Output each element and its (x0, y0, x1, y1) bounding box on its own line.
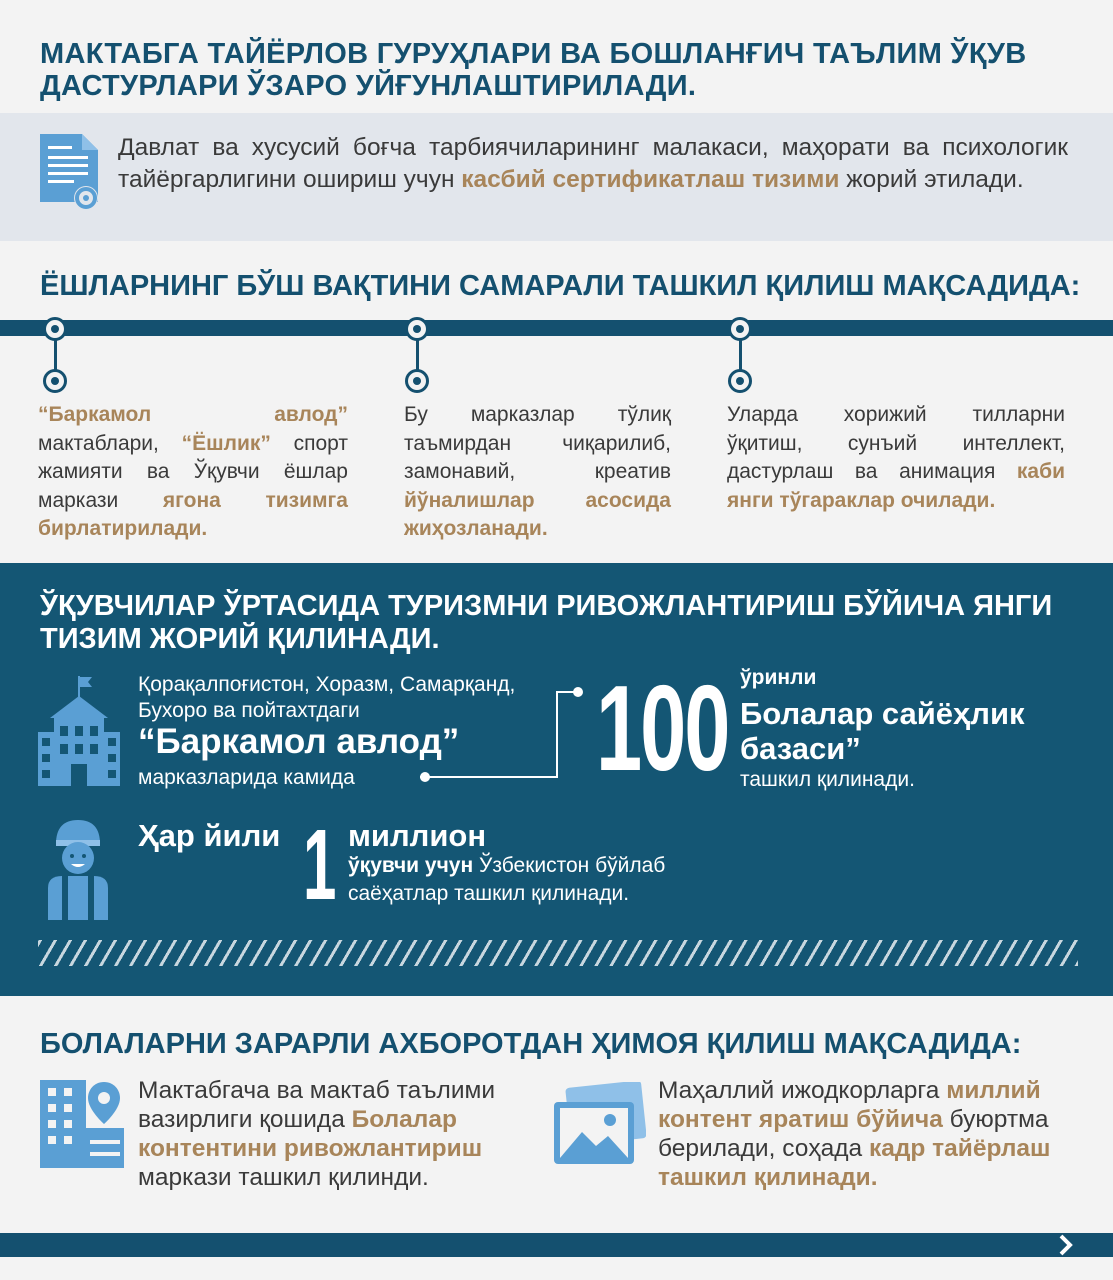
places-label: ўринли (740, 666, 817, 689)
page-title: МАКТАБГА ТАЙЁРЛОВ ГУРУҲЛАРИ ВА БОШЛАНҒИЧ ТАЪЛИМ ЎҚУВ ДАСТУРЛАРИ ЎЗАРО УЙҒУНЛАШТИРИЛАДИ. (40, 38, 1027, 102)
timeline-connector (54, 340, 57, 370)
hundred-number: 100 (596, 660, 729, 796)
protect-left-text: Мактабгача ва мактаб таълими вазирлиги қошида Болалар контентини ривожлантириш маркази ташкил қилинди. (138, 1077, 496, 1191)
trips-text: саёҳатлар ташкил қилинади. (348, 882, 630, 905)
timeline-node (405, 369, 429, 393)
tourism-heading: ЎҚУВЧИЛАР ЎРТАСИДА ТУРИЗМНИ РИВОЖЛАНТИРИШ БЎЙИЧА ЯНГИ ТИЗИМ ЖОРИЙ ҚИЛИНАДИ. (40, 590, 1053, 655)
student-icon (44, 816, 112, 920)
youth-column-1: “Баркамол авлод” мактаблари, “Ёшлик” спорт жамияти ва Ўқувчи ёшлар маркази ягона тизимга бирлатирилади. (38, 403, 348, 540)
timeline-node (43, 369, 67, 393)
center-name: “Баркамол авлод” (138, 722, 460, 761)
chevron-right-icon (1056, 1234, 1078, 1256)
timeline-bar (0, 320, 1113, 336)
tourism-base-label: Болалар сайёҳлик базаси” (740, 696, 1025, 766)
timeline-node (728, 369, 752, 393)
regions-text: Қорақалпоғистон, Хоразм, Самарқанд, Бухоро ва пойтахтдаги (138, 673, 516, 722)
connector-line (420, 682, 590, 782)
youth-column-3: Уларда хорижий тилларни ўқитиш, сунъий интеллект, дастурлаш ва анимация каби янги тўгараклар очилади. (727, 403, 1065, 512)
footer-bar (0, 1233, 1113, 1257)
one-number: 1 (303, 809, 337, 921)
timeline-connector (416, 340, 419, 370)
protect-heading: БОЛАЛАРНИ ЗАРАРЛИ АХБОРОТДАН ҲИМОЯ ҚИЛИШ МАҚСАДИДА: (40, 1028, 1022, 1060)
stripes-decoration (38, 940, 1078, 966)
youth-heading: ЁШЛАРНИНГ БЎШ ВАҚТИНИ САМАРАЛИ ТАШКИЛ ҚИЛИШ МАҚСАДИДА: (40, 270, 1081, 302)
image-gallery-icon (552, 1082, 646, 1166)
million-label: миллион (348, 818, 487, 853)
timeline-node (43, 317, 67, 341)
center-sub: марказларида камида (138, 766, 355, 789)
map-pin-building-icon (40, 1080, 124, 1168)
timeline-node (728, 317, 752, 341)
timeline-node (405, 317, 429, 341)
certificate-icon (38, 132, 100, 216)
organized-label: ташкил қилинади. (740, 768, 915, 791)
timeline-connector (739, 340, 742, 370)
students-text: ўқувчи учун Ўзбекистон бўйлаб (348, 854, 666, 877)
building-icon (38, 676, 120, 786)
protect-right-text: Маҳаллий ижодкорларга миллий контент яратиш бўйича буюртма берилади, соҳада кадр тайёрлаш ташкил қилинади. (658, 1077, 1051, 1191)
yearly-label: Ҳар йили (138, 818, 281, 853)
youth-column-2: Бу марказлар тўлиқ таъмирдан чиқарилиб, замонавий, креатив йўналишлар асосида жиҳозланади. (404, 403, 671, 540)
certification-text: Давлат ва хусусий боғча тарбиячиларининг малакаси, маҳорати ва психологик тайёргарлигини ошириш учун касбий сертификатлаш тизими жорий этилади. (118, 134, 1068, 193)
